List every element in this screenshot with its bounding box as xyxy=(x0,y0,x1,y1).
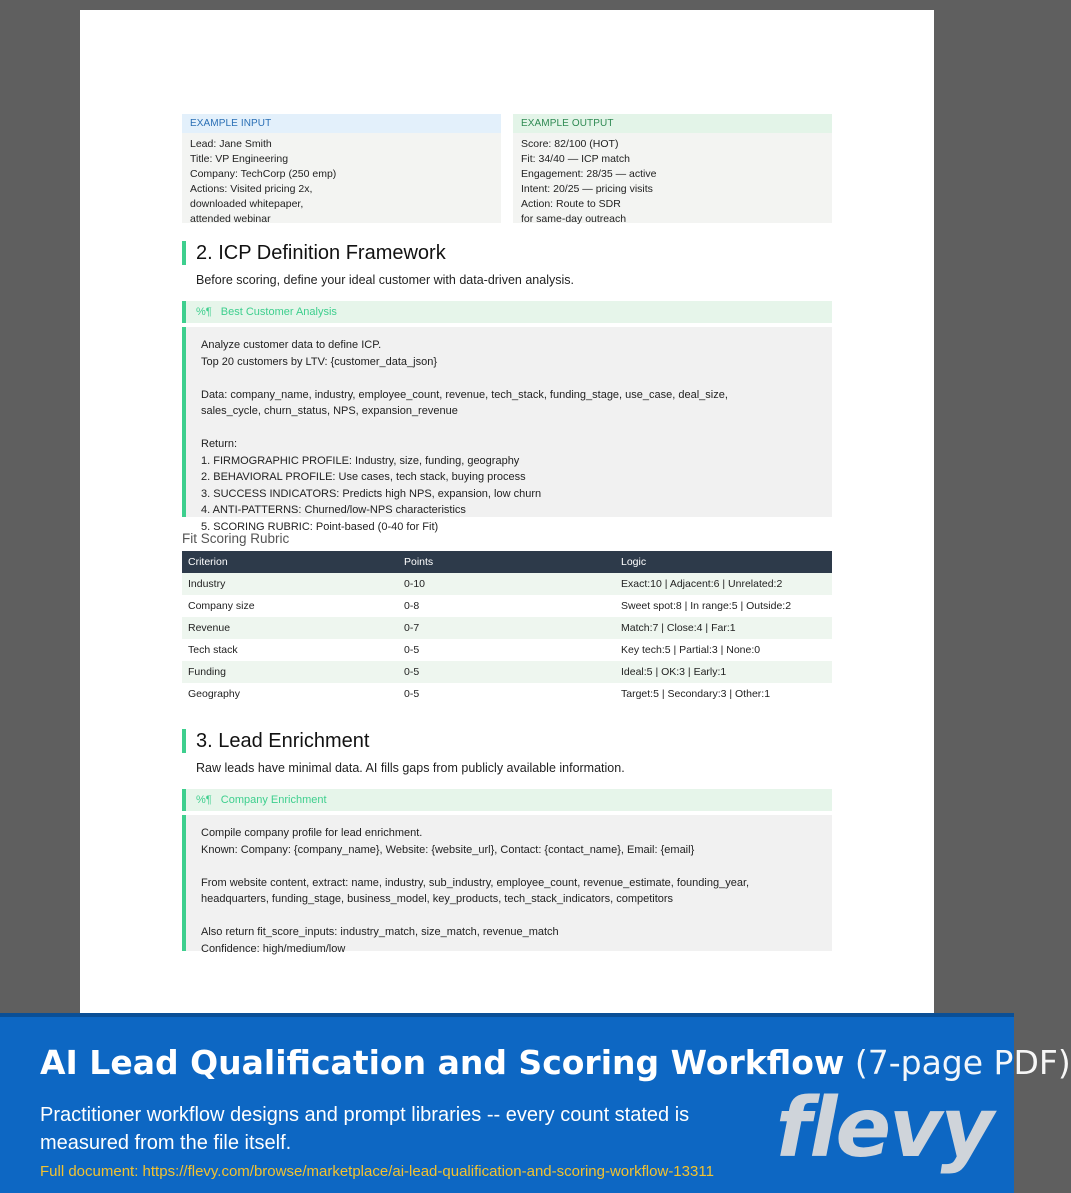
table-cell: Geography xyxy=(182,683,398,705)
table-cell: Key tech:5 | Partial:3 | None:0 xyxy=(615,639,832,661)
table-cell: Industry xyxy=(182,573,398,595)
example-input-text: Lead: Jane Smith Title: VP Engineering Company: TechCorp (250 emp) Actions: Visited pricing 2x, downloaded whitepaper, attended webinar xyxy=(182,133,501,223)
example-output-text: Score: 82/100 (HOT) Fit: 34/40 — ICP match Engagement: 28/35 — active Intent: 20/25 — pricing visits Action: Route to SDR for same-day outreach xyxy=(513,133,832,223)
table-cell: 0-5 xyxy=(398,639,615,661)
prompt-line: 1. FIRMOGRAPHIC PROFILE: Industry, size, funding, geography xyxy=(201,454,520,467)
prompt-line xyxy=(201,370,817,387)
prompt-line: Top 20 customers by LTV: {customer_data_json} xyxy=(201,355,438,368)
prompt-line: 2. BEHAVIORAL PROFILE: Use cases, tech stack, buying process xyxy=(201,471,526,483)
table-cell: 0-10 xyxy=(398,573,615,595)
flevy-logo: flevy xyxy=(775,1081,992,1176)
prompt-title: Best Customer Analysis xyxy=(220,306,337,318)
prompt-line: Confidence: high/medium/low xyxy=(201,942,346,955)
prompt-line: headquarters, funding_stage, business_model, key_products, tech_stack_indicators, competitors xyxy=(201,893,674,905)
prompt-line: Compile company profile for lead enrichment. xyxy=(201,827,423,839)
table-cell: Exact:10 | Adjacent:6 | Unrelated:2 xyxy=(615,573,832,595)
table-row xyxy=(182,595,832,617)
section-3-lead: Raw leads have minimal data. AI fills gaps from publicly available information. xyxy=(196,761,625,775)
banner-title xyxy=(40,1043,1071,1082)
table-row xyxy=(182,661,832,683)
column-header: Criterion xyxy=(182,551,398,573)
prompt-line xyxy=(201,858,817,875)
table-cell: Company size xyxy=(182,595,398,617)
column-header: Points xyxy=(398,551,615,573)
document-link[interactable]: Full document: https://flevy.com/browse/marketplace/ai-lead-qualification-and-scoring-workflow-13311 xyxy=(40,1163,714,1180)
rubric-title: Fit Scoring Rubric xyxy=(182,531,290,546)
section-3-heading: 3. Lead Enrichment xyxy=(182,727,832,755)
banner-title-pages: (7-page PDF) xyxy=(854,1043,1071,1082)
prompt-line: 3. SUCCESS INDICATORS: Predicts high NPS, expansion, low churn xyxy=(201,487,542,500)
prompt-line: Return: xyxy=(201,438,238,450)
table-cell: 0-5 xyxy=(398,683,615,705)
prompt-line: 5. SCORING RUBRIC: Point-based (0-40 for Fit) xyxy=(201,520,439,533)
prompt-header-best-customer xyxy=(182,301,832,323)
table-row xyxy=(182,639,832,661)
table-cell: Match:7 | Close:4 | Far:1 xyxy=(615,617,832,639)
example-input-label: EXAMPLE INPUT xyxy=(182,114,501,133)
table-cell: Tech stack xyxy=(182,639,398,661)
prompt-body-company-enrichment xyxy=(182,815,832,955)
example-input xyxy=(182,114,501,223)
prompt-header-company-enrichment xyxy=(182,789,832,811)
example-output xyxy=(513,114,832,223)
table-cell: Ideal:5 | OK:3 | Early:1 xyxy=(615,661,832,683)
prompt-line: 4. ANTI-PATTERNS: Churned/low-NPS characteristics xyxy=(201,504,466,516)
table-cell: 0-5 xyxy=(398,661,615,683)
prompt-line: Data: company_name, industry, employee_count, revenue, tech_stack, funding_stage, use_case, deal_size, xyxy=(201,388,728,401)
section-2-lead: Before scoring, define your ideal customer with data-driven analysis. xyxy=(196,273,574,287)
table-row xyxy=(182,683,832,705)
prompt-line: Known: Company: {company_name}, Website: {website_url}, Contact: {contact_name}, Email: {email} xyxy=(201,843,695,856)
banner-title-main: AI Lead Qualification and Scoring Workflow xyxy=(40,1043,845,1082)
prompt-line: From website content, extract: name, industry, sub_industry, employee_count, revenue_estimate, founding_year, xyxy=(201,876,750,889)
prompt-line xyxy=(201,420,817,437)
section-2-heading: 2. ICP Definition Framework xyxy=(182,239,832,267)
table-cell: Funding xyxy=(182,661,398,683)
table-cell: Revenue xyxy=(182,617,398,639)
prompt-icon: %¶ xyxy=(196,794,212,806)
table-cell: 0-7 xyxy=(398,617,615,639)
page-content xyxy=(182,114,832,955)
table-header-row xyxy=(182,551,832,573)
table-cell: 0-8 xyxy=(398,595,615,617)
table-cell: Sweet spot:8 | In range:5 | Outside:2 xyxy=(615,595,832,617)
banner-subtitle: Practitioner workflow designs and prompt libraries -- every count stated is measured from the file itself. xyxy=(40,1104,690,1154)
table-row xyxy=(182,573,832,595)
prompt-icon: %¶ xyxy=(196,306,212,318)
table-row xyxy=(182,617,832,639)
prompt-body-best-customer xyxy=(182,327,832,533)
prompt-line xyxy=(201,908,817,925)
prompt-line: sales_cycle, churn_status, NPS, expansion_revenue xyxy=(201,405,458,417)
prompt-line: Also return fit_score_inputs: industry_match, size_match, revenue_match xyxy=(201,926,559,938)
rubric-table xyxy=(182,551,832,705)
example-row xyxy=(182,114,832,223)
example-output-label: EXAMPLE OUTPUT xyxy=(513,114,832,133)
document-page xyxy=(80,10,934,1015)
table-cell: Target:5 | Secondary:3 | Other:1 xyxy=(615,683,832,705)
promo-banner xyxy=(0,1013,1071,1193)
prompt-line: Analyze customer data to define ICP. xyxy=(201,339,382,351)
column-header: Logic xyxy=(615,551,832,573)
prompt-title: Company Enrichment xyxy=(220,794,327,806)
